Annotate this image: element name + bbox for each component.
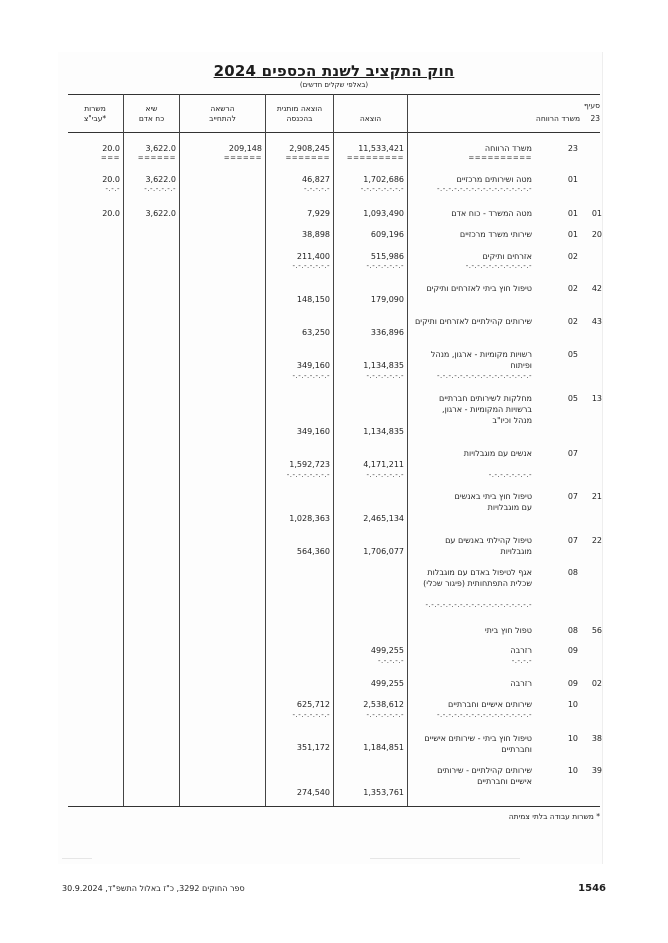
expense-value: 1,134,835 — [363, 361, 404, 370]
subsection-number: 43 — [591, 317, 602, 326]
expense-value: 2,538,612 — [363, 700, 404, 709]
header-positions — [68, 104, 122, 124]
header-conditional-line1: הוצאה מותנית — [276, 104, 323, 113]
expense-underline: -.-.-.-.- — [377, 657, 404, 665]
conditional-underline: -.-.-.-.- — [303, 185, 330, 193]
subsection-number: 39 — [591, 766, 602, 775]
column-divider — [123, 94, 124, 806]
section-number: 10 — [567, 766, 578, 775]
subsection-number: 38 — [591, 734, 602, 743]
expense-value: 499,255 — [370, 646, 404, 655]
positions-underline: === — [100, 154, 120, 162]
item-name: רשויות מקומיות - ארגון, מנהל ופיתוח — [430, 350, 532, 370]
item-name: משרד הרווחה — [484, 144, 532, 153]
expense-value: 179,090 — [370, 295, 404, 304]
item-name: טפול חוץ ביתי — [484, 626, 532, 635]
conditional-underline: -.-.-.-.-.-.- — [292, 262, 330, 270]
name-underline: -.-.-.-.-.-.-.- — [488, 471, 532, 479]
document-subtitle: (באלפי שקלים חדשים) — [299, 81, 369, 89]
header-expense: הוצאה — [359, 114, 382, 123]
name-underline: -.-.-.- — [511, 657, 532, 665]
conditional-value: 351,172 — [296, 743, 330, 752]
header-conditional — [266, 104, 333, 124]
item-name: מטה המשרד - כוח אדם — [451, 209, 532, 218]
manpower-underline: ====== — [137, 154, 176, 162]
expense-value: 1,184,851 — [363, 743, 404, 752]
conditional-value: 7,929 — [307, 209, 330, 218]
column-divider — [407, 94, 408, 806]
name-underline: -.-.-.-.-.-.-.-.-.-.-.-.-.-.-.-.- — [436, 185, 532, 193]
subsection-number: 01 — [591, 209, 602, 218]
section-number: 07 — [567, 536, 578, 545]
section-number: 02 — [567, 317, 578, 326]
item-name: שירותי משרד מרכזיים — [459, 230, 532, 239]
conditional-value: 38,898 — [302, 230, 330, 239]
column-divider — [179, 94, 180, 806]
subsection-number: 22 — [591, 536, 602, 545]
header-section: סעיף — [583, 101, 600, 110]
header-section-title: משרד הרווחה — [535, 114, 581, 123]
item-name: טיפול חוץ ביתי לאזרחים ותיקים — [426, 284, 532, 293]
conditional-underline: ======= — [285, 154, 330, 162]
expense-value: 4,171,211 — [363, 460, 404, 469]
conditional-underline: -.-.-.-.-.-.- — [292, 372, 330, 380]
conditional-underline: -.-.-.-.-.-.- — [292, 711, 330, 719]
scan-mark — [62, 858, 92, 859]
item-name: שירותים קהילתיים לאזרחים ותיקים — [414, 317, 532, 326]
section-number: 07 — [567, 492, 578, 501]
expense-value: 499,255 — [370, 679, 404, 688]
header-manpower-line2: כח אדם — [138, 114, 165, 123]
section-number: 01 — [567, 209, 578, 218]
positions-value: 20.0 — [102, 175, 120, 184]
conditional-value: 349,160 — [296, 427, 330, 436]
section-number: 08 — [567, 568, 578, 577]
item-name: מטה ושירותים מרכזיים — [456, 175, 532, 184]
conditional-value: 63,250 — [302, 328, 330, 337]
item-name: שירותים אישיים וחברתיים — [448, 700, 532, 709]
section-number: 07 — [567, 449, 578, 458]
section-number: 09 — [567, 679, 578, 688]
expense-value: 1,706,077 — [363, 547, 404, 556]
conditional-value: 274,540 — [296, 788, 330, 797]
item-name: טיפול חוץ ביתי - שירותים אישיים וחברתיים — [424, 734, 532, 754]
item-name: רזרבה — [510, 679, 532, 688]
expense-underline: -.-.-.-.-.-.- — [366, 372, 404, 380]
item-name: שירותים קהילתיים - שירותים אישיים וחברתיים — [437, 766, 532, 786]
conditional-value: 1,592,723 — [289, 460, 330, 469]
conditional-value: 349,160 — [296, 361, 330, 370]
name-underline: ========== — [468, 154, 532, 162]
section-number: 02 — [567, 252, 578, 261]
header-top-rule — [68, 94, 600, 95]
header-section-number: 23 — [590, 114, 600, 123]
table-bottom-rule — [68, 806, 600, 807]
subsection-number: 20 — [591, 230, 602, 239]
expense-value: 2,465,134 — [363, 514, 404, 523]
scan-mark — [370, 858, 520, 859]
manpower-value: 3,622.0 — [145, 144, 176, 153]
item-name: אגף לטיפול באדם עם מוגבלות שכלית התפתחותית (פיגור שכלי) — [423, 568, 532, 588]
header-commitment-line1: הרשאה — [210, 104, 235, 113]
column-divider — [333, 94, 334, 806]
section-number: 10 — [567, 700, 578, 709]
header-positions-line1: משרות — [84, 104, 106, 113]
section-number: 01 — [567, 230, 578, 239]
page-number: 1546 — [578, 883, 606, 894]
expense-value: 1,093,490 — [363, 209, 404, 218]
expense-underline: -.-.-.-.-.-.- — [366, 711, 404, 719]
item-name: אזרחים ותיקים — [482, 252, 532, 261]
item-name: רזרבה — [510, 646, 532, 655]
conditional-value: 1,028,363 — [289, 514, 330, 523]
expense-value: 1,702,686 — [363, 175, 404, 184]
positions-underline: -.-.- — [105, 185, 120, 193]
expense-underline: -.-.-.-.-.-.- — [366, 262, 404, 270]
footnote: * משרות עבודה בלתי צמיתה — [508, 812, 600, 821]
expense-underline: -.-.-.-.-.-.-.- — [360, 185, 404, 193]
manpower-value: 3,622.0 — [145, 175, 176, 184]
section-number: 02 — [567, 284, 578, 293]
item-name: מחלקות לשירותים חברתיים ברשויות המקומיות - ארגון, מנהל וכיו"ב — [439, 394, 532, 425]
subsection-number: 21 — [591, 492, 602, 501]
header-manpower — [124, 104, 179, 124]
manpower-value: 3,622.0 — [145, 209, 176, 218]
expense-value: 609,196 — [370, 230, 404, 239]
section-number: 10 — [567, 734, 578, 743]
conditional-value: 564,360 — [296, 547, 330, 556]
expense-value: 336,896 — [370, 328, 404, 337]
section-number: 01 — [567, 175, 578, 184]
item-name: אנשים עם מוגבלויות — [463, 449, 532, 458]
conditional-value: 2,908,245 — [289, 144, 330, 153]
name-underline: -.-.-.-.-.-.-.-.-.-.-.-.-.-.-.-.-.-.- — [425, 601, 532, 609]
column-divider — [265, 94, 266, 806]
expense-value: 515,986 — [370, 252, 404, 261]
subsection-number: 02 — [591, 679, 602, 688]
positions-value: 20.0 — [102, 144, 120, 153]
header-conditional-line2: בהכנסה — [286, 114, 313, 123]
header-commitment — [180, 104, 265, 124]
header-commitment-line2: להתחייב — [209, 114, 236, 123]
header-manpower-line1: שיא — [145, 104, 158, 113]
header-section-name — [536, 114, 600, 124]
commitment-value: 209,148 — [228, 144, 262, 153]
name-underline: -.-.-.-.-.-.-.-.-.-.-.-.-.-.-.-.- — [436, 372, 532, 380]
conditional-value: 148,150 — [296, 295, 330, 304]
name-underline: -.-.-.-.-.-.-.-.-.-.-.-.-.-.-.-.- — [436, 711, 532, 719]
conditional-value: 46,827 — [302, 175, 330, 184]
expense-value: 11,533,421 — [358, 144, 404, 153]
conditional-value: 625,712 — [296, 700, 330, 709]
section-number: 23 — [567, 144, 578, 153]
conditional-underline: -.-.-.-.-.-.-.- — [286, 471, 330, 479]
section-number: 05 — [567, 394, 578, 403]
section-number: 08 — [567, 626, 578, 635]
name-underline: -.-.-.-.-.-.-.-.-.-.-.- — [465, 262, 532, 270]
commitment-underline: ====== — [223, 154, 262, 162]
footer-publication: ספר החוקים 3292, כ"ז באלול התשפ"ד, 30.9.2024 — [62, 884, 245, 893]
item-name: טיפול חוץ ביתי באנשים עם מוגבלויות — [454, 492, 532, 512]
expense-value: 1,134,835 — [363, 427, 404, 436]
subsection-number: 42 — [591, 284, 602, 293]
positions-value: 20.0 — [102, 209, 120, 218]
subsection-number: 13 — [591, 394, 602, 403]
section-number: 09 — [567, 646, 578, 655]
expense-value: 1,353,761 — [363, 788, 404, 797]
header-positions-line2: עבי"צ* — [83, 114, 107, 123]
section-number: 05 — [567, 350, 578, 359]
document-title: חוק התקציב לשנת הכספים 2024 — [213, 62, 455, 80]
manpower-underline: -.-.-.-.-.- — [144, 185, 176, 193]
expense-underline: -.-.-.-.-.-.- — [366, 471, 404, 479]
item-name: טיפול קהילתי באנשים עם מוגבלויות — [445, 536, 532, 556]
conditional-value: 211,400 — [296, 252, 330, 261]
subsection-number: 56 — [591, 626, 602, 635]
expense-underline: ========= — [346, 154, 404, 162]
header-bottom-rule — [68, 132, 600, 133]
